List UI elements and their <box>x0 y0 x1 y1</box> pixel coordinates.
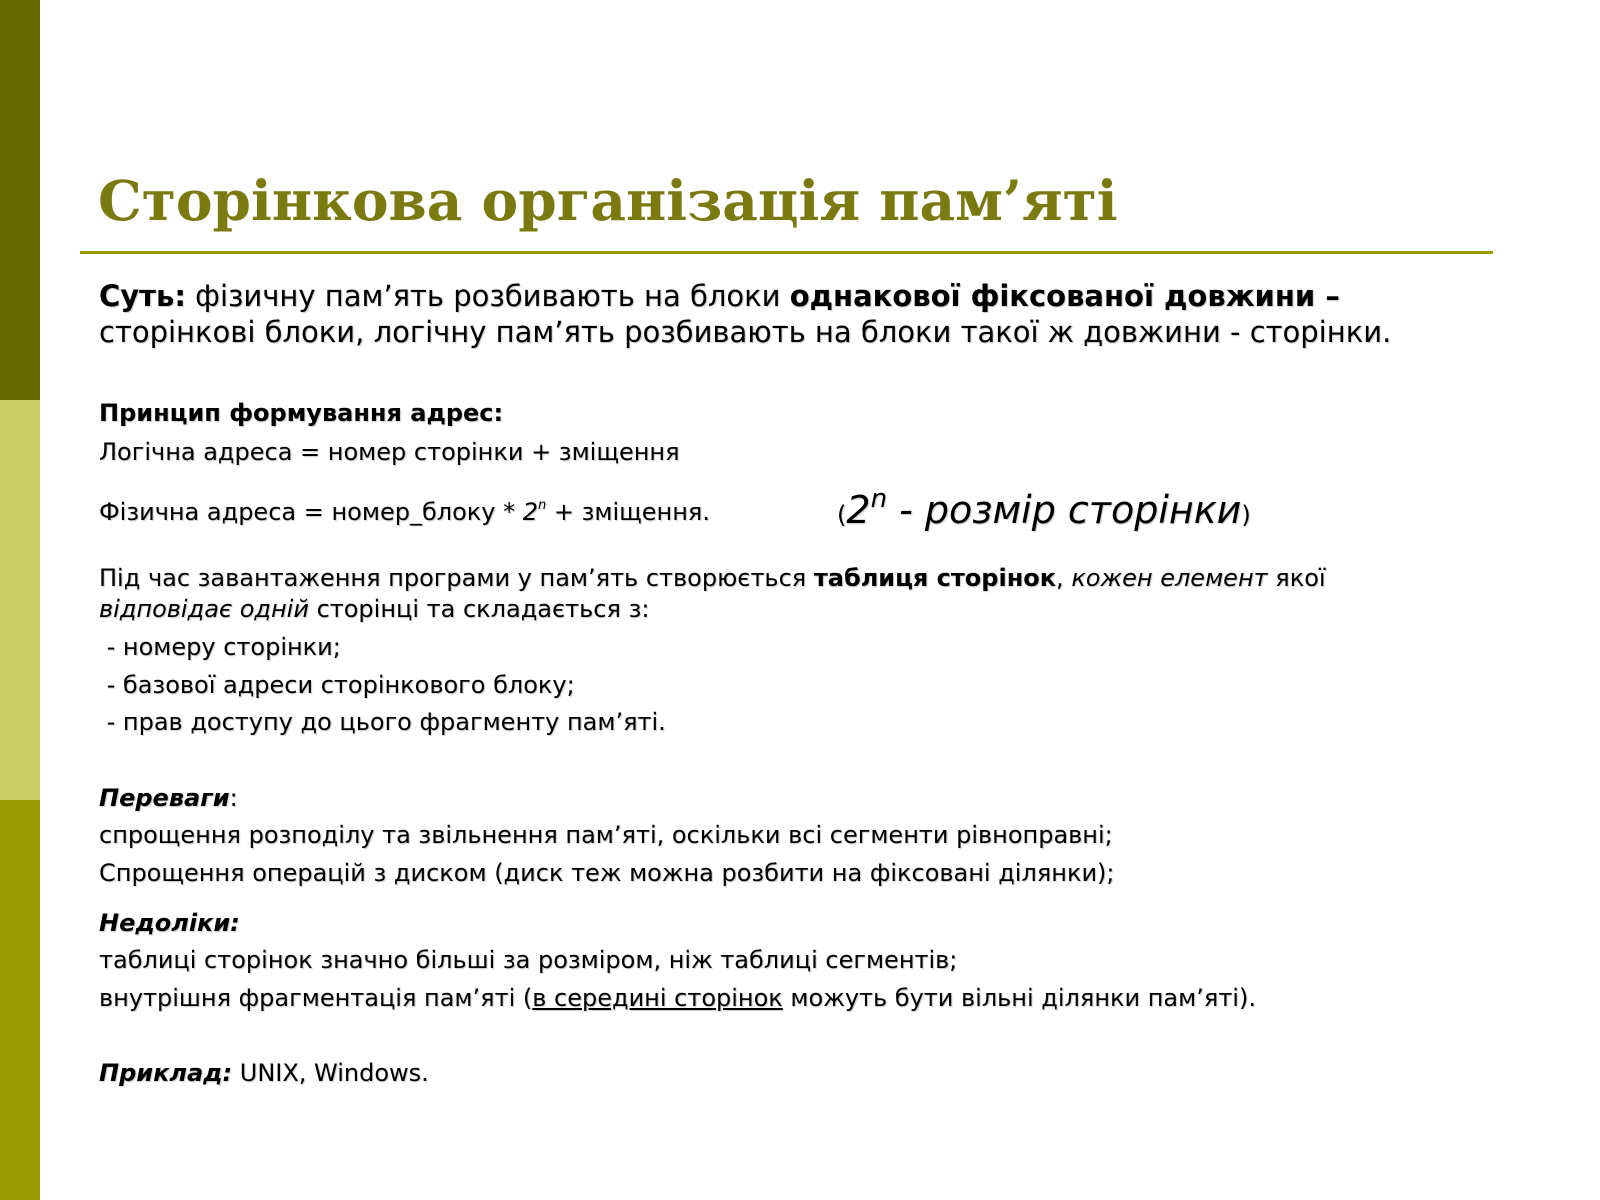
example-line <box>99 1058 429 1088</box>
page-table-line-2 <box>99 594 649 624</box>
essence-bold: однакової фіксованої довжини <box>789 279 1316 313</box>
page-table-item-1: - номеру сторінки; <box>99 633 341 661</box>
page-table-bold: таблиця сторінок <box>813 564 1057 592</box>
title-divider <box>80 251 1493 254</box>
disadvantage-item-2 <box>99 983 1256 1013</box>
physical-formula-a: Фізична адреса = номер_блоку * <box>99 498 523 526</box>
advantage-item-1: спрощення розподілу та звільнення пам’яті, оскільки всі сегменти рівноправні; <box>99 821 1113 849</box>
page-size-note <box>837 477 1251 537</box>
advantage-item-2: Спрощення операцій з диском (диск теж можна розбити на фіксовані ділянки); <box>99 859 1115 887</box>
disadvantage-item-2-b: можуть бути вільні ділянки пам’яті). <box>782 984 1256 1012</box>
physical-formula-base: 2 <box>522 498 539 526</box>
essence-line-2: сторінкові блоки, логічну пам’ять розбивають на блоки такої ж довжини - сторінки. <box>99 315 1392 349</box>
essence-label: Суть: <box>99 279 186 313</box>
note-base: 2 <box>846 488 871 532</box>
note-exp: n <box>870 484 888 514</box>
page-table-text-4: сторінці та складається з: <box>308 595 650 623</box>
sidebar-middle-band <box>0 400 40 800</box>
slide-title: Сторінкова організація пам’яті <box>98 168 1118 233</box>
page-table-line-1 <box>99 563 1326 593</box>
note-open-paren: ( <box>837 501 847 529</box>
essence-text-1: фізичну пам’ять розбивають на блоки <box>185 279 790 313</box>
note-text: - розмір сторінки <box>887 488 1242 532</box>
physical-address-formula <box>99 491 710 527</box>
advantages-heading-line <box>99 783 238 813</box>
page-table-item-3: - прав доступу до цього фрагменту пам’яті. <box>99 708 666 736</box>
disadvantage-item-2-underlined: в середині сторінок <box>532 984 783 1012</box>
sidebar-bottom-band <box>0 800 40 1200</box>
page-table-italic-1: кожен елемент <box>1071 564 1268 592</box>
principle-heading: Принцип формування адрес: <box>99 399 504 427</box>
page-table-text-2: , <box>1056 564 1072 592</box>
physical-formula-b: + зміщення. <box>546 498 710 526</box>
disadvantage-item-2-a: внутрішня фрагментація пам’яті ( <box>99 984 533 1012</box>
logical-address-formula: Логічна адреса = номер сторінки + зміщення <box>99 438 680 466</box>
page-table-text-3: якої <box>1267 564 1326 592</box>
example-label: Приклад: <box>99 1059 233 1087</box>
page-table-italic-2: відповідає одній <box>99 595 309 623</box>
page-table-text-1: Під час завантаження програми у пам’ять створюється <box>99 564 814 592</box>
disadvantages-heading: Недоліки: <box>99 909 240 937</box>
advantages-colon: : <box>229 784 238 812</box>
essence-line-1 <box>99 278 1340 314</box>
sidebar-top-band <box>0 0 40 400</box>
physical-formula-exp: n <box>538 498 547 513</box>
advantages-heading: Переваги <box>99 784 230 812</box>
disadvantage-item-1: таблиці сторінок значно більші за розміром, ніж таблиці сегментів; <box>99 946 958 974</box>
page-table-item-2: - базової адреси сторінкового блоку; <box>99 671 575 699</box>
note-close-paren: ) <box>1241 501 1251 529</box>
example-text: UNIX, Windows. <box>232 1059 429 1087</box>
essence-text-2: – <box>1315 279 1340 313</box>
